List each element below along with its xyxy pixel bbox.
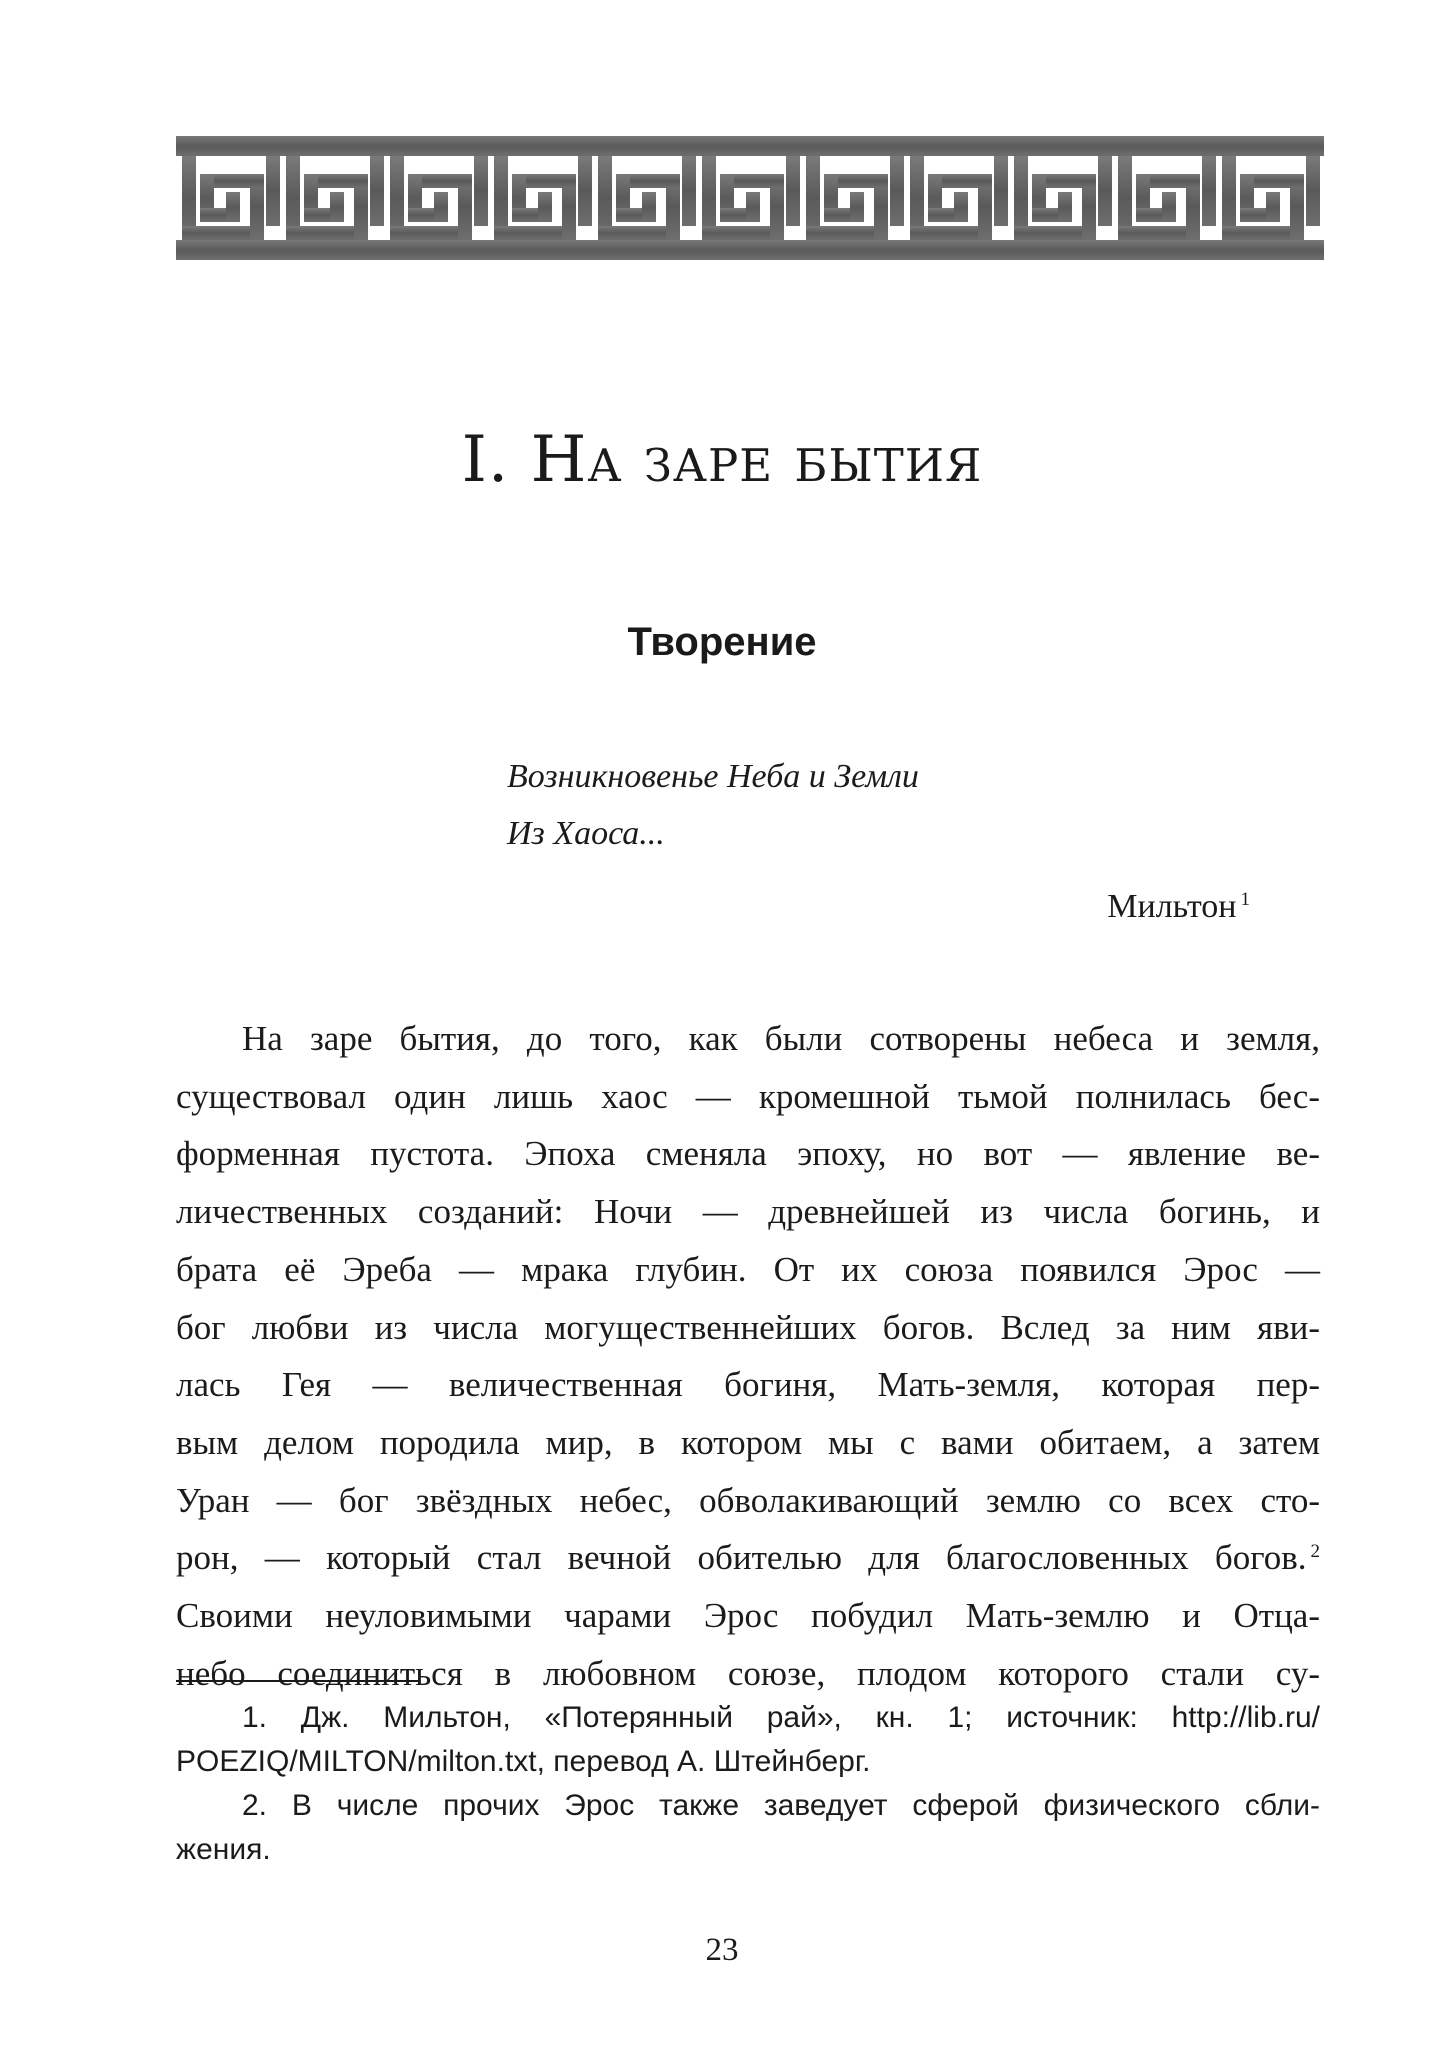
body-line: Уран — бог звёздных небес, обволакивающий землю со всех сто- — [176, 1480, 1320, 1520]
page-number: 23 — [705, 1932, 739, 1968]
epigraph-author: Мильтон — [1107, 888, 1237, 925]
footnote-line: 2. В числе прочих Эрос также заведует сферой физического сбли- — [242, 1789, 1320, 1822]
body-paragraph — [176, 1010, 1320, 1702]
body-line: Своими неуловимыми чарами Эрос побудил Мать-землю и Отца- — [176, 1596, 1320, 1636]
footnote-line: 1. Дж. Мильтон, «Потерянный рай», кн. 1; источник: http://lib.ru/ — [242, 1701, 1320, 1734]
body-line: небо соединиться в любовном союзе, плодом которого стали су- — [176, 1653, 1320, 1693]
body-line: На заре бытия, до того, как были сотворены небеса и земля, — [242, 1019, 1320, 1058]
body-line: существовал один лишь хаос — кромешной тьмой полнилась бес- — [176, 1076, 1320, 1116]
greek-meander-border-icon — [176, 136, 1324, 260]
footnote-line: POEZIQ/MILTON/milton.txt, перевод А. Штейнберг. — [176, 1745, 871, 1778]
body-line-with-footnote — [176, 1529, 1320, 1587]
section-title: Творение — [627, 620, 817, 664]
footnote-line: жения. — [176, 1833, 271, 1866]
body-line: бог любви из числа могущественнейших богов. Вслед за ним яви- — [176, 1307, 1320, 1347]
body-line: лась Гея — величественная богиня, Мать-земля, которая пер- — [176, 1365, 1320, 1405]
body-line: вым делом породила мир, в котором мы с вами обитаем, а затем — [176, 1422, 1320, 1462]
footnotes — [176, 1696, 1320, 1872]
body-line: личественных созданий: Ночи — древнейшей из числа богинь, и — [176, 1192, 1320, 1232]
footnote-marker: 1 — [1240, 888, 1250, 910]
footnote-divider — [176, 1680, 420, 1682]
epigraph-attribution — [1107, 888, 1250, 926]
body-line: форменная пустота. Эпоха сменяла эпоху, но вот — явление ве- — [176, 1134, 1320, 1174]
body-line-text: рон, — который стал вечной обителью для благословенных богов. — [176, 1538, 1307, 1578]
epigraph — [507, 748, 919, 862]
footnote-marker: 2 — [1310, 1540, 1320, 1562]
chapter-title: I. На заре бытия — [461, 423, 983, 497]
body-line: брата её Эреба — мрака глубин. От их союза появился Эрос — — [176, 1249, 1320, 1289]
epigraph-line: Из Хаоса... — [507, 815, 665, 852]
epigraph-line: Возникновенье Неба и Земли — [507, 758, 919, 795]
